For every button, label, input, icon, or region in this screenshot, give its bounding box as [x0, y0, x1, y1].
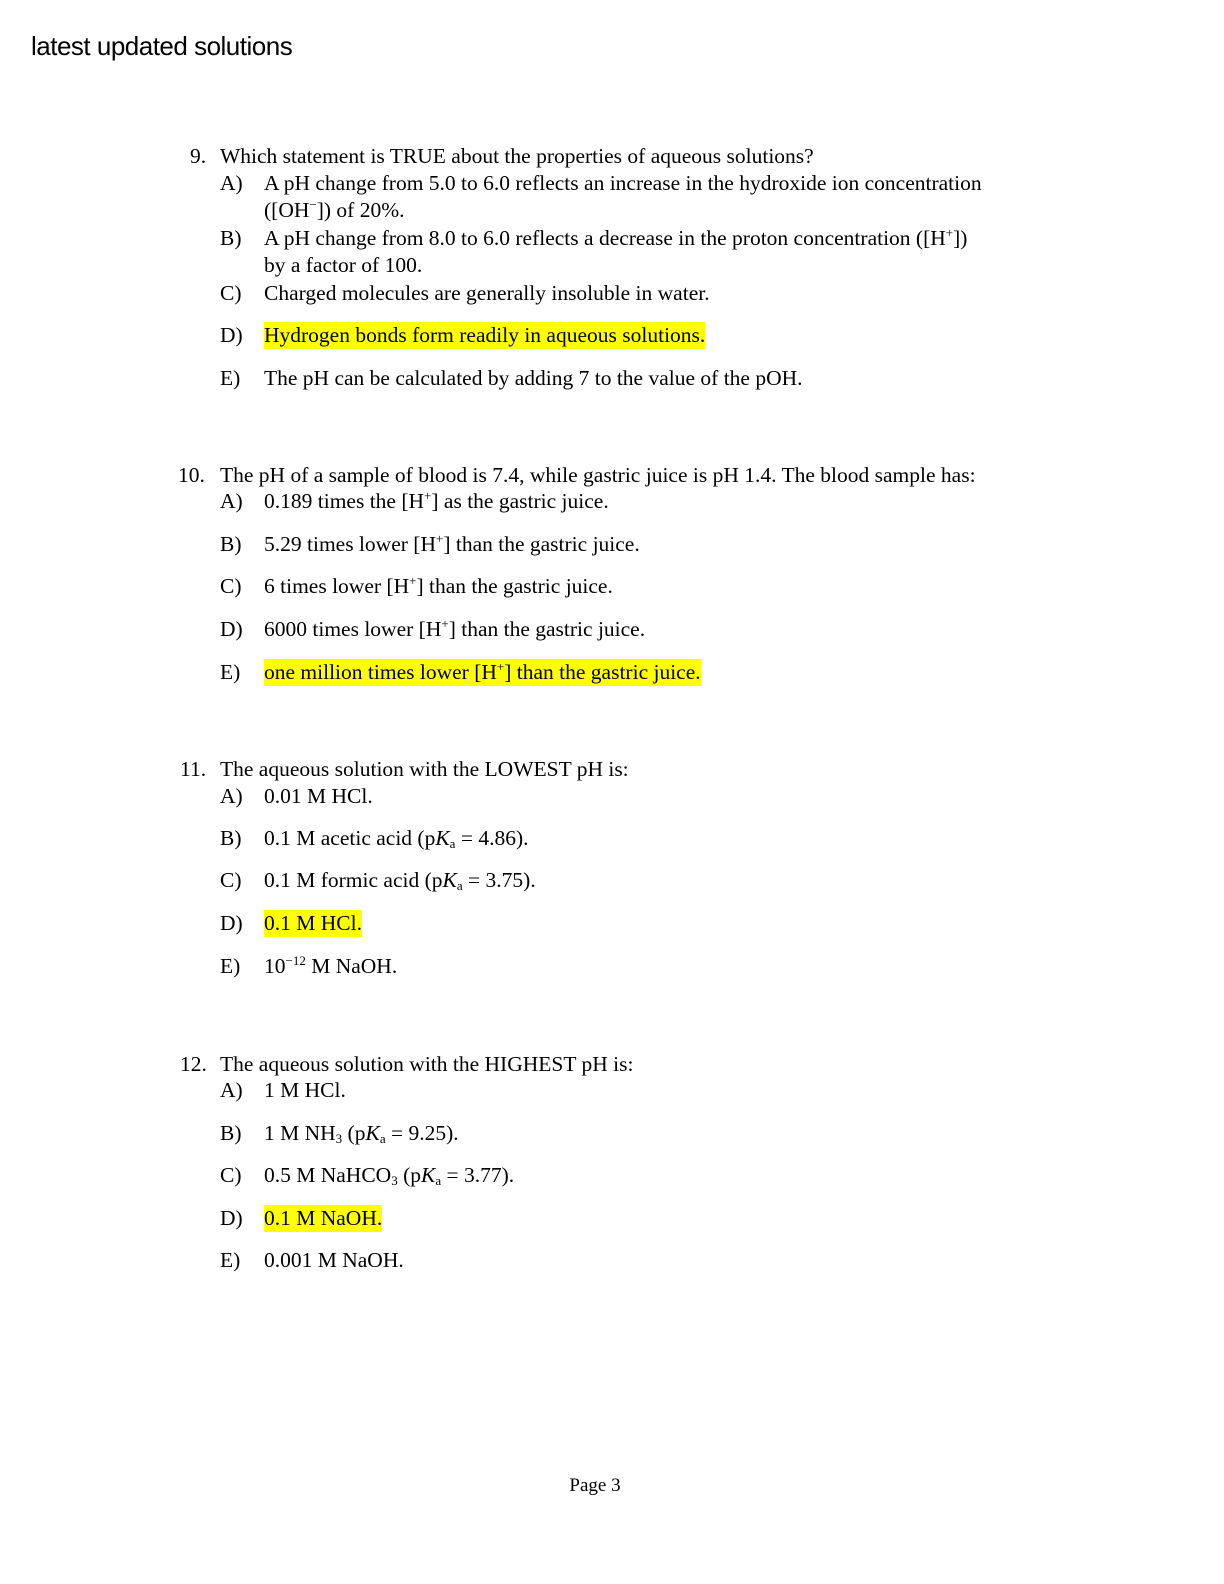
option-text-highlighted: Hydrogen bonds form readily in aqueous solutions.: [264, 323, 706, 347]
option-text: Charged molecules are generally insoluble in water.: [264, 281, 710, 305]
option-text: 0.001 M NaOH.: [264, 1248, 404, 1272]
option-letter: D): [220, 911, 243, 935]
option-letter: B): [220, 826, 242, 850]
option-text: 0.189 times the [H+] as the gastric juice.: [264, 488, 609, 513]
option-letter: A): [220, 489, 243, 513]
option-letter: B): [220, 226, 242, 250]
option-letter: E): [220, 366, 241, 390]
question-stem: The aqueous solution with the LOWEST pH is:: [220, 757, 629, 781]
option-text: 5.29 times lower [H+] than the gastric juice.: [264, 531, 640, 556]
question-number: 11.: [180, 757, 207, 781]
page-footer: [0, 1474, 1224, 1498]
option-letter: A): [220, 171, 243, 195]
option-letter: D): [220, 617, 243, 641]
option-text: 6000 times lower [H+] than the gastric juice.: [264, 616, 646, 641]
option-letter: C): [220, 281, 242, 305]
option-text: A pH change from 8.0 to 6.0 reflects a decrease in the proton concentration ([H+]) by a factor of 100.: [264, 225, 968, 277]
option-letter: E): [220, 954, 241, 978]
question-stem: The pH of a sample of blood is 7.4, while gastric juice is pH 1.4. The blood sample has:: [220, 463, 976, 487]
option-letter: E): [220, 660, 241, 684]
option-letter: C): [220, 574, 242, 598]
question-number: 10.: [178, 463, 205, 487]
option-text-highlighted: one million times lower [H+] than the gastric juice.: [264, 659, 701, 684]
option-text: 0.01 M HCl.: [264, 784, 373, 808]
option-text: $10^{-12}$ M NaOH.: [264, 953, 398, 978]
option-text: A pH change from 5.0 to 6.0 reflects an increase in the hydroxide ion concentration ([OH−]) of 20%.: [264, 171, 982, 222]
option-letter: D): [220, 323, 243, 347]
option-text: 0.5 M NaHCO$_3$ $(pK_a = 3.77)$.: [264, 1163, 515, 1188]
question-number: 12.: [180, 1052, 207, 1076]
option-letter: C): [220, 868, 242, 892]
option-letter: D): [220, 1206, 243, 1230]
option-text: 0.1 M formic acid $(pK_a = 3.75)$.: [264, 868, 536, 893]
question-stem: Which statement is TRUE about the properties of aqueous solutions?: [220, 144, 814, 168]
option-text: 0.1 M acetic acid $(pK_a = 4.86)$.: [264, 826, 529, 851]
question-number: 9.: [190, 144, 207, 168]
option-text: 6 times lower [H+] than the gastric juice.: [264, 573, 613, 598]
option-letter: A): [220, 1078, 243, 1102]
option-letter: A): [220, 784, 243, 808]
option-text-highlighted: 0.1 M HCl.: [264, 911, 362, 935]
page-number: Page 3: [569, 1475, 621, 1496]
option-letter: B): [220, 532, 242, 556]
option-text: 1 M $NH_3$ $(pK_a = 9.25)$.: [264, 1121, 459, 1146]
option-text: The pH can be calculated by adding 7 to the value of the pOH.: [264, 366, 803, 390]
page-header: latest updated solutions: [31, 31, 293, 61]
option-letter: B): [220, 1121, 242, 1145]
option-text: 1 M HCl.: [264, 1078, 346, 1102]
option-letter: C): [220, 1163, 242, 1187]
option-text-highlighted: 0.1 M NaOH.: [264, 1206, 383, 1230]
question-stem: The aqueous solution with the HIGHEST pH is:: [220, 1052, 634, 1076]
option-letter: E): [220, 1248, 241, 1272]
